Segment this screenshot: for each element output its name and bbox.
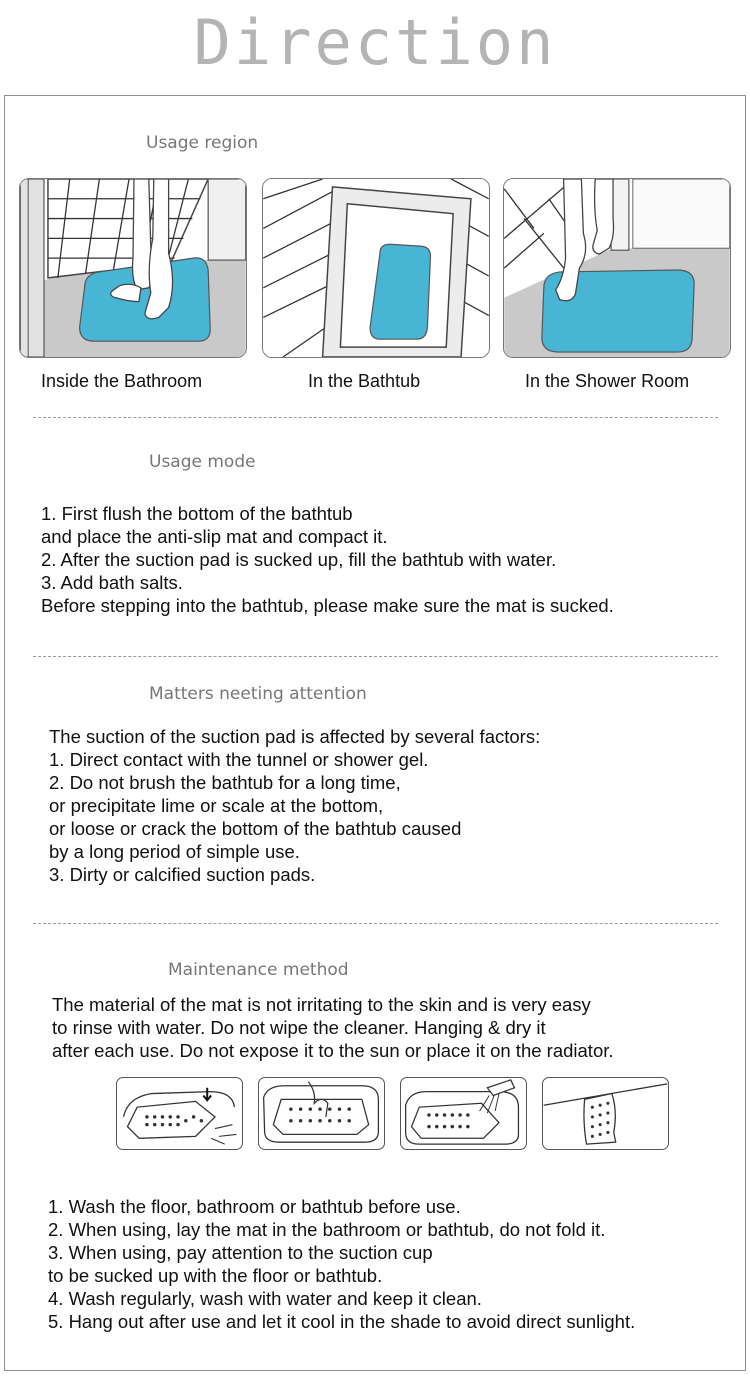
maintenance-intro — [52, 993, 614, 1062]
text-line: 1. Wash the floor, bathroom or bathtub before use. — [48, 1196, 461, 1217]
text-line: 3. Dirty or calcified suction pads. — [49, 864, 316, 885]
region-caption-bathroom: Inside the Bathroom — [41, 371, 203, 391]
text-line: and place the anti-slip mat and compact it. — [41, 526, 388, 547]
text-line: Before stepping into the bathtub, please make sure the mat is sucked. — [41, 595, 614, 616]
page-title: Direction — [193, 6, 557, 79]
text-line: 2. After the suction pad is sucked up, fill the bathtub with water. — [41, 549, 557, 570]
text-line: 5. Hang out after use and let it cool in the shade to avoid direct sunlight. — [48, 1311, 636, 1332]
text-line: 3. Add bath salts. — [41, 572, 183, 593]
text-line: to rinse with water. Do not wipe the cleaner. Hanging & dry it — [52, 1017, 546, 1038]
section-divider — [33, 417, 718, 418]
rinse-step-illustration — [400, 1077, 527, 1150]
text-line: by a long period of simple use. — [49, 841, 300, 862]
usage-mode-heading: Usage mode — [149, 452, 256, 472]
text-line: 2. Do not brush the bathtub for a long time, — [49, 772, 401, 793]
text-line: 3. When using, pay attention to the suction cup — [48, 1242, 433, 1263]
text-line: or loose or crack the bottom of the bathtub caused — [49, 818, 462, 839]
text-line: to be sucked up with the floor or bathtub. — [48, 1265, 383, 1286]
text-line: or precipitate lime or scale at the bottom, — [49, 795, 384, 816]
region-caption-bathtub: In the Bathtub — [308, 371, 421, 391]
bathroom-illustration — [19, 178, 247, 358]
section-divider — [33, 656, 718, 657]
text-line: 1. Direct contact with the tunnel or shower gel. — [49, 749, 429, 770]
attention-text — [49, 725, 540, 886]
usage-mode-text — [41, 502, 614, 617]
text-line: after each use. Do not expose it to the sun or place it on the radiator. — [52, 1040, 614, 1061]
usage-region-heading: Usage region — [146, 133, 259, 153]
maintenance-heading: Maintenance method — [168, 960, 349, 980]
shower-room-illustration — [503, 178, 731, 358]
text-line: 1. First flush the bottom of the bathtub — [41, 503, 353, 524]
hang-dry-step-illustration — [542, 1077, 669, 1150]
text-line: 4. Wash regularly, wash with water and keep it clean. — [48, 1288, 482, 1309]
text-line: The material of the mat is not irritating to the skin and is very easy — [52, 994, 591, 1015]
bathtub-illustration — [262, 178, 490, 358]
lay-mat-step-illustration — [258, 1077, 385, 1150]
text-line: The suction of the suction pad is affected by several factors: — [49, 726, 541, 747]
section-divider — [33, 923, 718, 924]
maintenance-steps — [48, 1195, 635, 1333]
text-line: 2. When using, lay the mat in the bathroom or bathtub, do not fold it. — [48, 1219, 606, 1240]
attention-heading: Matters neeting attention — [149, 684, 367, 704]
region-caption-shower-room: In the Shower Room — [525, 371, 690, 391]
wash-step-illustration — [116, 1077, 243, 1150]
